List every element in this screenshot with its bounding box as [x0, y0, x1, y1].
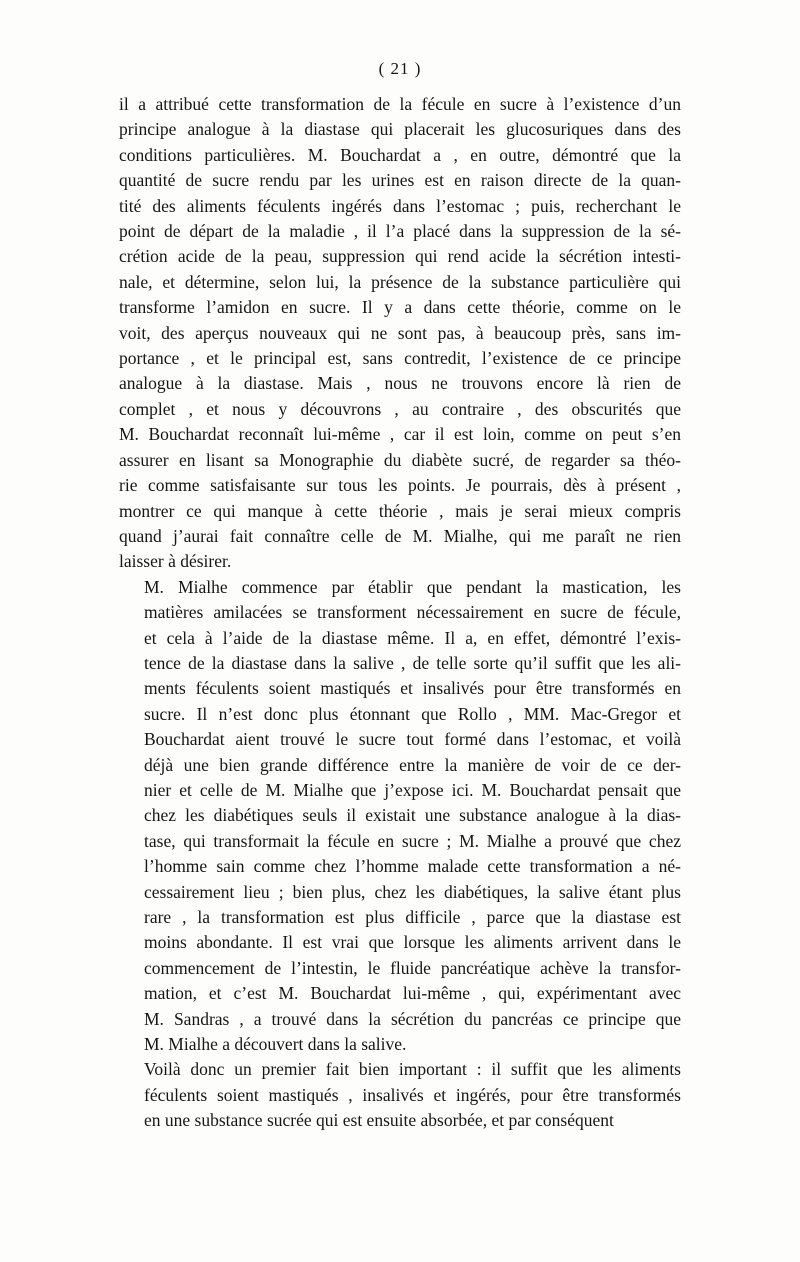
text-line: commencement de l’intestin, le fluide pancréatique achève la transfor- [144, 957, 681, 978]
text-line: M. Sandras , a trouvé dans la sécrétion du pancréas ce principe que [144, 1008, 681, 1029]
text-line: déjà une bien grande différence entre la manière de voir de ce der- [144, 754, 681, 775]
text-line: rie comme satisfaisante sur tous les points. Je pourrais, dès à présent , [119, 475, 681, 496]
text-line: et cela à l’aide de la diastase même. Il a, en effet, démontré l’exis- [144, 627, 681, 648]
text-line: tence de la diastase dans la salive , de telle sorte qu’il suffit que les ali- [144, 652, 681, 673]
text-line: montrer ce qui manque à cette théorie , mais je serai mieux compris [119, 500, 681, 521]
text-line: chez les diabétiques seuls il existait une substance analogue à la dias- [144, 805, 681, 826]
text-line: cessairement lieu ; bien plus, chez les diabétiques, la salive étant plus [144, 881, 681, 902]
text-line: M. Mialhe commence par établir que pendant la mastication, les [144, 576, 681, 597]
text-line: l’homme sain comme chez l’homme malade cette transformation a né- [144, 856, 681, 877]
text-line: tité des aliments féculents ingérés dans l’estomac ; puis, recherchant le [119, 195, 681, 216]
text-line: rare , la transformation est plus difficile , parce que la diastase est [144, 907, 681, 927]
text-line: mation, et c’est M. Bouchardat lui-même , qui, expérimentant avec [144, 983, 681, 1004]
text-line: tase, qui transformait la fécule en sucre ; M. Mialhe a prouvé que chez [144, 830, 681, 851]
text-line: nale, et détermine, selon lui, la présence de la substance particulière qui [119, 271, 681, 292]
text-line: féculents soient mastiqués , insalivés et ingérés, pour être transformés [144, 1084, 681, 1105]
text-line: analogue à la diastase. Mais , nous ne trouvons encore là rien de [119, 373, 681, 394]
text-line: Bouchardat aient trouvé le sucre tout formé dans l’estomac, et voilà [144, 729, 681, 750]
paragraph [119, 1057, 681, 1133]
text-line: sucre. Il n’est donc plus étonnant que Rollo , MM. Mac-Gregor et [144, 703, 681, 724]
text-line: nier et celle de M. Mialhe que j’expose ici. M. Bouchardat pensait que [144, 779, 681, 800]
text-line: moins abondante. Il est vrai que lorsque les aliments arrivent dans le [144, 932, 681, 953]
text-line: ments féculents soient mastiqués et insalivés pour être transformés en [144, 678, 681, 699]
paragraph [119, 92, 681, 575]
text-line: crétion acide de la peau, suppression qui rend acide la sécrétion intesti- [119, 246, 681, 267]
text-line: complet , et nous y découvrons , au contraire , des obscurités que [119, 398, 681, 419]
paragraph [119, 575, 681, 1058]
text-line: en une substance sucrée qui est ensuite absorbée, et par conséquent [144, 1110, 614, 1131]
text-line: transforme l’amidon en sucre. Il y a dans cette théorie, comme on le [119, 297, 681, 318]
text-line: conditions particulières. M. Bouchardat a , en outre, démontré que la [119, 144, 681, 165]
text-line: quantité de sucre rendu par les urines est en raison directe de la quan- [119, 170, 681, 191]
text-line: laisser à désirer. [119, 551, 232, 572]
text-line: matières amilacées se transforment nécessairement en sucre de fécule, [144, 602, 681, 623]
text-line: M. Mialhe a découvert dans la salive. [144, 1034, 407, 1055]
book-page [119, 58, 681, 1134]
text-line: point de départ de la maladie , il l’a placé dans la suppression de la sé- [119, 221, 681, 242]
page-number: ( 21 ) [378, 59, 422, 78]
text-line: quand j’aurai fait connaître celle de M. Mialhe, qui me paraît ne rien [119, 525, 681, 546]
text-line: principe analogue à la diastase qui placerait les glucosuriques dans des [119, 119, 681, 140]
text-line: voit, des aperçus nouveaux qui ne sont pas, à beaucoup près, sans im- [119, 322, 681, 343]
text-line: portance , et le principal est, sans contredit, l’existence de ce principe [119, 348, 681, 369]
text-line: Voilà donc un premier fait bien important : il suffit que les aliments [144, 1059, 681, 1080]
text-line: M. Bouchardat reconnaît lui-même , car il est loin, comme on peut s’en [119, 424, 681, 445]
text-line: il a attribué cette transformation de la fécule en sucre à l’existence d’un [119, 94, 681, 114]
body-text [119, 92, 681, 1134]
text-line: assurer en lisant sa Monographie du diabète sucré, de regarder sa théo- [119, 449, 681, 470]
